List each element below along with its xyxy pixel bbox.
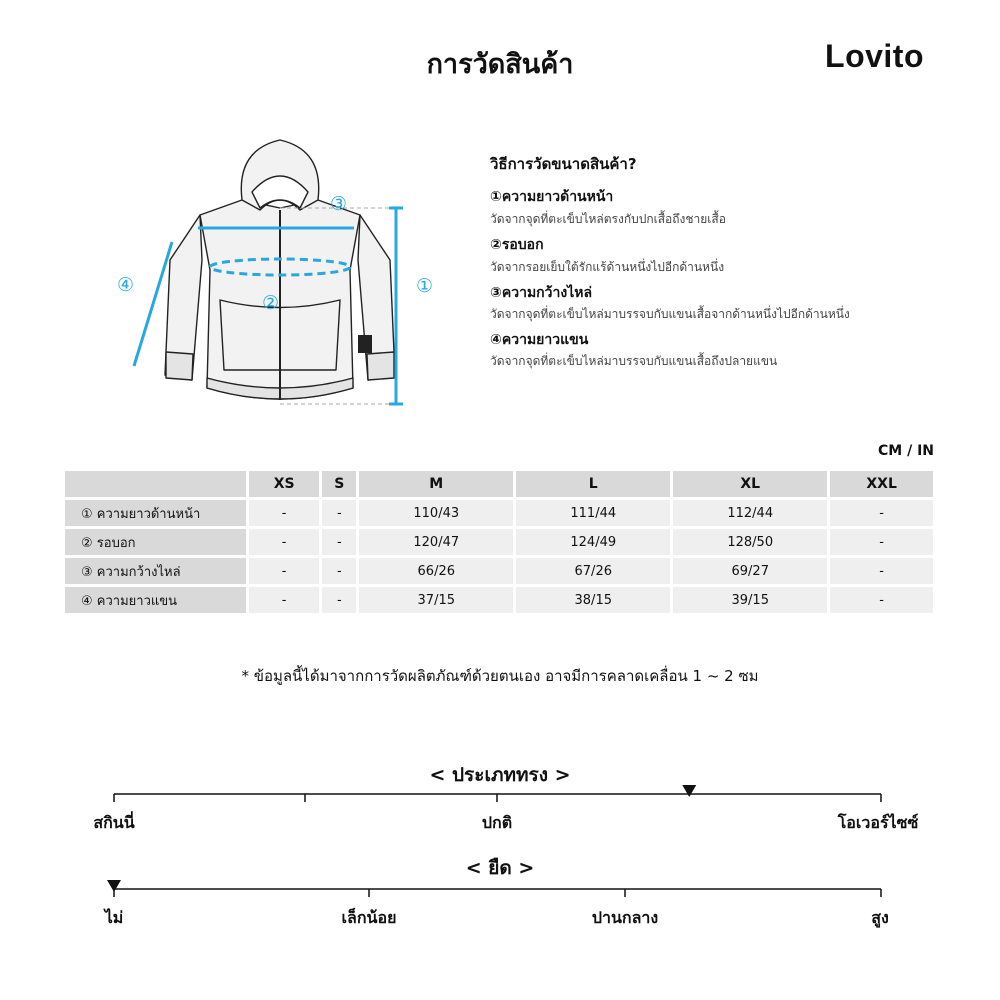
table-cell: - [830,587,933,613]
row-label: ② รอบอก [65,529,246,555]
marker-3: ③ [330,193,348,215]
row-label: ③ ความกว้างไหล่ [65,558,246,584]
table-cell: - [322,587,356,613]
guide-item-desc: วัดจากจุดที่ตะเข็บไหล่ตรงกับปกเสื้อถึงชายเสื้อ [490,212,726,226]
guide-item-desc: วัดจากจุดที่ตะเข็บไหล่มาบรรจบกับแขนเสื้อถึงปลายแขน [490,354,778,368]
stretch-scale-title: < ยืด > [465,857,535,879]
guide-item-name: ①ความยาวด้านหน้า [490,189,614,205]
table-corner [65,471,246,497]
row-label: ① ความยาวด้านหน้า [65,500,246,526]
size-header: XS [249,471,319,497]
table-cell: - [249,529,319,555]
stretch-indicator [107,880,121,892]
table-cell: 69/27 [673,558,827,584]
fit-scale-title: < ประเภททรง > [429,764,571,786]
stretch-label: สูง [871,908,889,927]
table-cell: 38/15 [516,587,670,613]
table-cell: - [322,529,356,555]
table-cell: - [830,500,933,526]
table-cell: 39/15 [673,587,827,613]
row-label: ④ ความยาวแขน [65,587,246,613]
guide-item-desc: วัดจากจุดที่ตะเข็บไหล่มาบรรจบกับแขนเสื้อจากด้านหนึ่งไปอีกด้านหนึ่ง [490,307,850,321]
size-header: L [516,471,670,497]
table-cell: 112/44 [673,500,827,526]
table-cell: 66/26 [359,558,513,584]
fit-label: สกินนี่ [93,813,135,832]
table-cell: - [830,529,933,555]
table-row [65,529,933,555]
unit-label: CM / IN [878,443,934,459]
table-cell: 110/43 [359,500,513,526]
jacket-illustration [110,130,450,420]
fit-label: ปกติ [481,813,513,832]
table-row [65,558,933,584]
guide-item-name: ③ความกว้างไหล่ [490,285,593,301]
table-row [65,500,933,526]
fit-indicator [682,785,696,797]
table-cell: - [322,500,356,526]
stretch-label: ไม่ [104,908,124,927]
page-title: การวัดสินค้า [426,49,574,80]
jacket-diagram [110,130,450,420]
table-cell: - [249,558,319,584]
table-header-row [65,471,933,497]
size-header: S [322,471,356,497]
size-header: XXL [830,471,933,497]
table-cell: - [249,500,319,526]
table-cell: 120/47 [359,529,513,555]
marker-4: ④ [117,274,135,296]
size-header: XL [673,471,827,497]
table-cell: 128/50 [673,529,827,555]
table-cell: 67/26 [516,558,670,584]
guide-item-name: ④ความยาวแขน [490,332,589,348]
table-cell: - [249,587,319,613]
guide-title: วิธีการวัดขนาดสินค้า? [490,155,637,173]
table-cell: - [830,558,933,584]
brand-logo: Lovito [825,38,924,74]
size-header: M [359,471,513,497]
measurement-note: * ข้อมูลนี้ได้มาจากการวัดผลิตภัณฑ์ด้วยตนเอง อาจมีการคลาดเคลื่อน 1 ~ 2 ซม [241,667,759,685]
guide-item-desc: วัดจากรอยเย็บใต้รักแร้ด้านหนึ่งไปอีกด้านหนึ่ง [490,260,725,274]
table-cell: 111/44 [516,500,670,526]
table-cell: 124/49 [516,529,670,555]
marker-1: ① [416,275,434,297]
table-cell: 37/15 [359,587,513,613]
marker-2: ② [262,292,280,314]
fit-label: โอเวอร์ไซซ์ [837,813,919,832]
size-table [62,468,936,616]
guide-item-name: ②รอบอก [490,237,544,253]
stretch-label: เล็กน้อย [341,908,397,927]
stretch-label: ปานกลาง [591,908,659,927]
table-row [65,587,933,613]
stretch-scale [100,875,900,915]
table-cell: - [322,558,356,584]
